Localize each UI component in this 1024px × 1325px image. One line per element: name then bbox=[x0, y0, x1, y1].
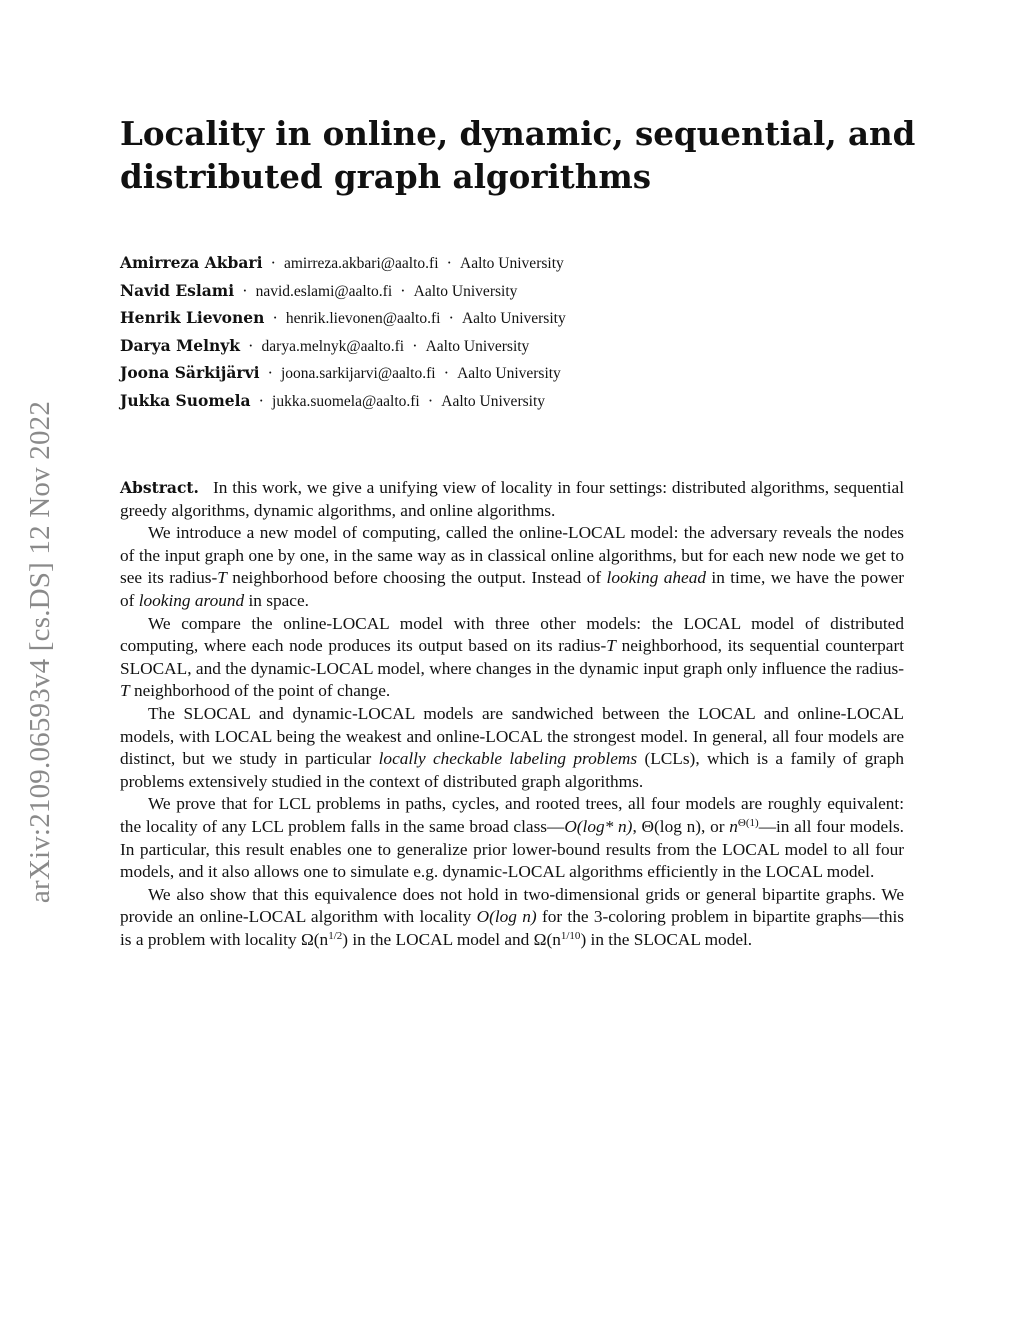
emphasis: locally checkable labeling problems bbox=[378, 749, 638, 769]
abstract-text: In this work, we give a unifying view of locality in four settings: distributed algorithms, sequential greedy algorithms, dynamic algorithms, and online algorithms. bbox=[120, 478, 904, 520]
math-var: T bbox=[120, 681, 130, 701]
text-run: in the SLOCAL model. bbox=[586, 929, 753, 949]
paper-title-line-2: distributed graph algorithms bbox=[120, 157, 652, 196]
separator: · bbox=[258, 390, 265, 410]
author-affiliation: Aalto University bbox=[461, 310, 566, 328]
author-row bbox=[120, 362, 880, 390]
text-run: in space. bbox=[244, 590, 309, 610]
paper-title-line-1: Locality in online, dynamic, sequential, and bbox=[120, 114, 916, 153]
author-row bbox=[120, 280, 880, 308]
math-var: T bbox=[217, 568, 227, 588]
author-email[interactable]: amirreza.akbari@aalto.fi bbox=[283, 255, 439, 272]
author-row bbox=[120, 390, 880, 418]
math-superscript: 1/2 bbox=[328, 929, 343, 942]
text-run: The SLOCAL and dynamic-LOCAL models are sandwiched between the LOCAL and online-LOCAL models, with LOCAL being the weakest and online-LOCAL the strongest model. In general, all four models are distinct, but we study in particular bbox=[120, 703, 904, 769]
math-expression: Ω(n bbox=[300, 929, 329, 949]
math-expression: O(log n) bbox=[476, 907, 537, 927]
text-run: in the LOCAL model and bbox=[348, 929, 534, 949]
author-email[interactable]: henrik.lievonen@aalto.fi bbox=[285, 310, 441, 328]
separator: · bbox=[446, 253, 452, 272]
separator: · bbox=[448, 308, 454, 328]
abstract-paragraph-1 bbox=[120, 477, 904, 522]
author-list bbox=[120, 252, 880, 418]
abstract-paragraph-2 bbox=[120, 522, 904, 612]
math-expression: n bbox=[729, 816, 738, 836]
author-affiliation: Aalto University bbox=[460, 255, 564, 272]
abstract-paragraph-4 bbox=[120, 703, 904, 793]
author-name: Joona Särkijärvi bbox=[120, 363, 260, 383]
author-row bbox=[120, 335, 880, 363]
author-email[interactable]: jukka.suomela@aalto.fi bbox=[272, 392, 420, 410]
math-expression: ) bbox=[342, 929, 349, 949]
math-var: T bbox=[606, 636, 616, 656]
author-name: Darya Melnyk bbox=[120, 335, 241, 355]
math-expression: Θ(log n) bbox=[641, 816, 702, 836]
math-superscript: 1/10 bbox=[560, 929, 581, 942]
author-affiliation: Aalto University bbox=[457, 365, 561, 383]
author-affiliation: Aalto University bbox=[425, 337, 530, 355]
text-run: , bbox=[632, 816, 642, 836]
author-email[interactable]: darya.melnyk@aalto.fi bbox=[261, 337, 405, 355]
author-name: Henrik Lievonen bbox=[120, 308, 265, 328]
separator: · bbox=[242, 280, 248, 300]
paper-title bbox=[120, 112, 940, 198]
text-run: for the 3-coloring problem in bipartite graphs—this is a problem with locality bbox=[120, 907, 904, 949]
math-expression: Ω(n bbox=[533, 929, 561, 949]
abstract bbox=[120, 477, 904, 951]
separator: · bbox=[400, 280, 406, 300]
abstract-paragraph-3 bbox=[120, 613, 904, 703]
emphasis: looking ahead bbox=[606, 568, 706, 588]
text-run: We introduce a new model of computing, called the online-LOCAL model: the adversary reveals the nodes of the input graph one by one, in the same way as in classical online algorithms, but for each new node we get to see its radius- bbox=[120, 523, 904, 588]
abstract-paragraph-5 bbox=[120, 793, 904, 883]
text-run: neighborhood before choosing the output. Instead of bbox=[226, 568, 607, 588]
text-run: in time, we have the power of bbox=[120, 568, 904, 610]
author-row bbox=[120, 307, 880, 335]
separator: · bbox=[267, 363, 273, 383]
text-run: , or bbox=[701, 816, 730, 836]
author-email[interactable]: navid.eslami@aalto.fi bbox=[255, 282, 393, 300]
math-superscript: Θ(1) bbox=[737, 816, 759, 829]
author-email[interactable]: joona.sarkijarvi@aalto.fi bbox=[280, 365, 436, 383]
author-name: Jukka Suomela bbox=[120, 390, 251, 410]
text-run: (LCLs), which is a family of graph problems extensively studied in the context of distributed graph algorithms. bbox=[120, 749, 905, 791]
separator: · bbox=[270, 253, 276, 272]
separator: · bbox=[412, 335, 418, 355]
author-name: Amirreza Akbari bbox=[120, 253, 263, 272]
text-run: neighborhood of the point of change. bbox=[129, 681, 391, 701]
author-name: Navid Eslami bbox=[120, 280, 235, 300]
text-run: —in all four models. In particular, this result enables one to generalize prior lower-bound results from the LOCAL model to all four models, and it also allows one to simulate e.g. dynamic-LOCAL algorithms efficiently in the LOCAL model. bbox=[120, 816, 905, 882]
author-affiliation: Aalto University bbox=[413, 282, 518, 300]
text-run: We also show that this equivalence does not hold in two-dimensional grids or general bipartite graphs. We provide an online-LOCAL algorithm with locality bbox=[120, 884, 904, 927]
text-run: neighborhood, its sequential counterpart SLOCAL, and the dynamic-LOCAL model, where changes in the dynamic input graph only influence the radius- bbox=[120, 636, 904, 678]
separator: · bbox=[248, 335, 254, 355]
text-run: We prove that for LCL problems in paths, cycles, and rooted trees, all four models are roughly equivalent: the locality of any LCL problem falls in the same broad class— bbox=[120, 794, 904, 836]
math-expression: O(log* n) bbox=[564, 816, 633, 836]
author-row bbox=[120, 252, 880, 280]
separator: · bbox=[272, 308, 278, 328]
abstract-label: Abstract. bbox=[120, 478, 199, 497]
arxiv-identifier: arXiv:2109.06593v4 [cs.DS] 12 Nov 2022 bbox=[24, 400, 56, 904]
separator: · bbox=[443, 363, 450, 383]
abstract-paragraph-6 bbox=[120, 884, 904, 952]
emphasis: looking around bbox=[138, 590, 245, 610]
author-affiliation: Aalto University bbox=[441, 392, 545, 410]
math-expression: ) bbox=[580, 929, 587, 949]
separator: · bbox=[427, 390, 434, 410]
text-run: We compare the online-LOCAL model with three other models: the LOCAL model of distributed computing, where each node produces its output based on its radius- bbox=[120, 613, 904, 656]
